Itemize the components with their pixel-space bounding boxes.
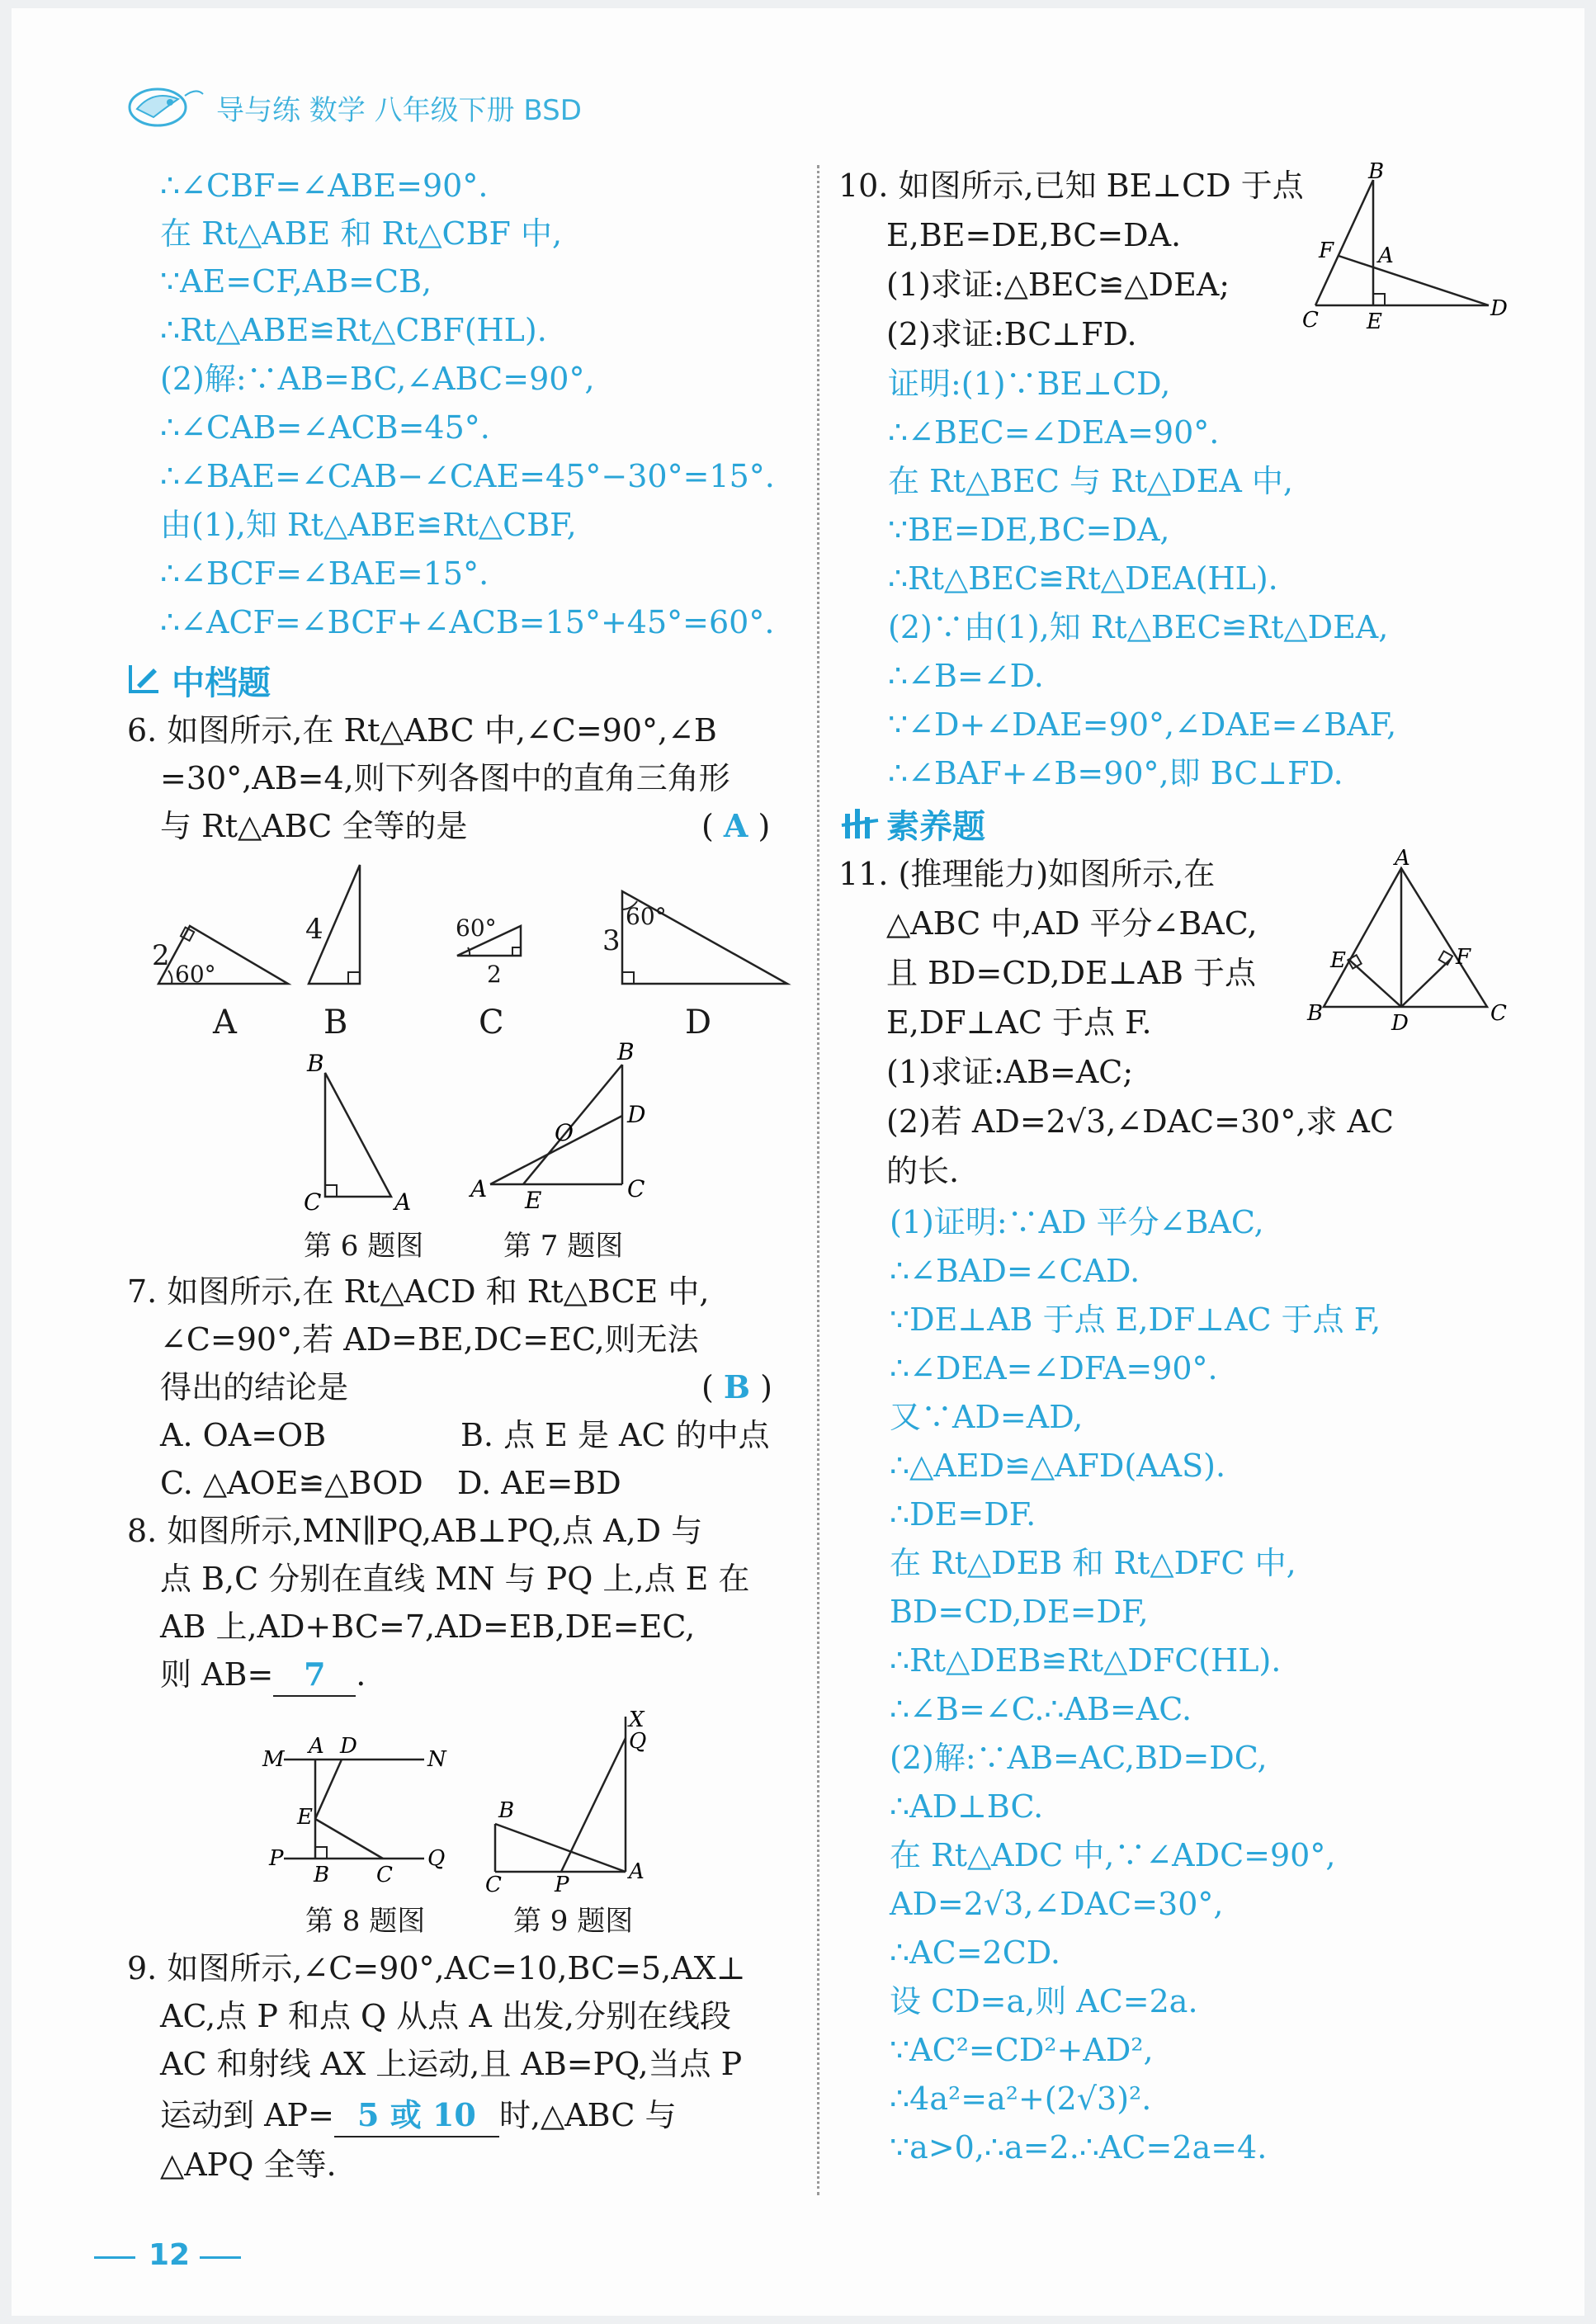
q7-answer-paren: ( B ) bbox=[701, 1368, 772, 1405]
q11-line: 且 BD=CD,DE⊥AB 于点 bbox=[886, 955, 1256, 991]
q10-line: (2)求证:BC⊥FD. bbox=[886, 316, 1137, 352]
solution-line: 在 Rt△ABE 和 Rt△CBF 中, bbox=[160, 215, 563, 252]
q11-line: 11. (推理能力)如图所示,在 bbox=[838, 856, 1216, 892]
figure-8-9 bbox=[251, 1708, 663, 1898]
q6d-angle-label: 60° bbox=[626, 903, 667, 930]
solution-line: (1)证明:∵AD 平分∠BAC, bbox=[890, 1204, 1264, 1240]
svg-text:A: A bbox=[309, 1734, 324, 1759]
q11-line: (1)求证:AB=AC; bbox=[886, 1054, 1134, 1090]
svg-text:F: F bbox=[1319, 239, 1334, 263]
svg-text:A: A bbox=[1378, 243, 1394, 268]
page bbox=[12, 8, 1584, 2316]
q11-line: E,DF⊥AC 于点 F. bbox=[886, 1004, 1152, 1041]
solution-line: ∴4a²=a²+(2√3)². bbox=[890, 2081, 1152, 2117]
svg-text:C: C bbox=[376, 1863, 393, 1887]
svg-text:B: B bbox=[617, 1038, 635, 1065]
svg-text:E: E bbox=[297, 1805, 313, 1830]
svg-text:Q: Q bbox=[427, 1846, 446, 1871]
svg-text:B: B bbox=[498, 1798, 515, 1823]
solution-line: (2)∵由(1),知 Rt△BEC≌Rt△DEA, bbox=[888, 609, 1389, 645]
solution-line: ∴∠ACF=∠BCF+∠ACB=15°+45°=60°. bbox=[160, 604, 775, 640]
q6d-side-label: 3 bbox=[602, 924, 621, 957]
q11-line: (2)若 AD=2√3,∠DAC=30°,求 AC bbox=[886, 1103, 1394, 1140]
figure-6-caption: 第 6 题图 bbox=[304, 1230, 424, 1263]
svg-text:P: P bbox=[269, 1846, 284, 1871]
solution-line: 在 Rt△BEC 与 Rt△DEA 中, bbox=[888, 463, 1293, 499]
column-divider bbox=[817, 165, 819, 2195]
solution-line: (2)解:∵AB=AC,BD=DC, bbox=[890, 1740, 1268, 1776]
svg-text:O: O bbox=[555, 1119, 574, 1146]
q9-line: △APQ 全等. bbox=[160, 2147, 337, 2183]
solution-line: ∴Rt△BEC≌Rt△DEA(HL). bbox=[888, 560, 1278, 597]
solution-line: ∴∠DEA=∠DFA=90°. bbox=[890, 1350, 1218, 1386]
solution-line: ∴Rt△DEB≌Rt△DFC(HL). bbox=[890, 1642, 1282, 1679]
svg-text:D: D bbox=[340, 1734, 357, 1759]
svg-text:E: E bbox=[1330, 948, 1346, 973]
svg-text:A: A bbox=[629, 1859, 645, 1884]
q9-prefix: 运动到 AP= bbox=[160, 2097, 334, 2133]
svg-text:F: F bbox=[1456, 945, 1471, 970]
solution-line: ∴∠BCF=∠BAE=15°. bbox=[160, 555, 489, 592]
book-logo-icon bbox=[120, 81, 211, 130]
svg-text:B: B bbox=[307, 1050, 324, 1077]
q6b-side-label: 4 bbox=[305, 913, 323, 946]
svg-text:X: X bbox=[629, 1708, 645, 1732]
solution-line: ∴∠BAF+∠B=90°,即 BC⊥FD. bbox=[888, 755, 1343, 791]
q6a-side-label: 2 bbox=[152, 939, 170, 972]
solution-line: ∵∠D+∠DAE=90°,∠DAE=∠BAF, bbox=[888, 706, 1397, 743]
q8-line: AB 上,AD+BC=7,AD=EB,DE=EC, bbox=[160, 1608, 696, 1645]
q8-line: 8. 如图所示,MN∥PQ,AB⊥PQ,点 A,D 与 bbox=[127, 1513, 703, 1549]
solution-line: 证明:(1)∵BE⊥CD, bbox=[888, 366, 1171, 402]
q10-line: 10. 如图所示,已知 BE⊥CD 于点 bbox=[838, 168, 1304, 204]
section-title-core: 素养题 bbox=[886, 808, 985, 846]
solution-line: ∴AD⊥BC. bbox=[890, 1788, 1044, 1825]
svg-text:E: E bbox=[525, 1187, 542, 1214]
solution-line: ∴∠B=∠D. bbox=[888, 658, 1044, 694]
figure-6-7 bbox=[292, 1038, 688, 1230]
solution-line: ∵AC²=CD²+AD², bbox=[890, 2032, 1154, 2068]
solution-line: AD=2√3,∠DAC=30°, bbox=[890, 1886, 1224, 1922]
svg-text:A: A bbox=[1395, 846, 1410, 871]
solution-line: ∴∠BEC=∠DEA=90°. bbox=[888, 414, 1220, 451]
q6-line: 6. 如图所示,在 Rt△ABC 中,∠C=90°,∠B bbox=[127, 712, 717, 749]
figure-9-caption: 第 9 题图 bbox=[513, 1905, 634, 1938]
q7-option-d: D. AE=BD bbox=[457, 1465, 621, 1501]
svg-text:A: A bbox=[470, 1175, 488, 1202]
q6-line: 与 Rt△ABC 全等的是 bbox=[160, 808, 468, 844]
q7-answer: B bbox=[723, 1368, 751, 1405]
svg-text:P: P bbox=[555, 1873, 569, 1897]
page-number-rule-left bbox=[94, 2256, 135, 2259]
q8-line-last: 则 AB= 7 . bbox=[160, 1654, 366, 1697]
q9-line: AC 和射线 AX 上运动,且 AB=PQ,当点 P bbox=[160, 2046, 743, 2082]
q7-option-c: C. △AOE≌△BOD bbox=[160, 1465, 423, 1501]
q9-answer: 5 或 10 bbox=[334, 2095, 499, 2137]
q7-line: ∠C=90°,若 AD=BE,DC=EC,则无法 bbox=[160, 1321, 699, 1358]
solution-line: 由(1),知 Rt△ABE≌Rt△CBF, bbox=[160, 507, 577, 543]
svg-text:M: M bbox=[262, 1747, 285, 1772]
q7-option-b: B. 点 E 是 AC 的中点 bbox=[460, 1417, 770, 1453]
svg-text:B: B bbox=[1368, 159, 1385, 184]
q9-line: AC,点 P 和点 Q 从点 A 出发,分别在线段 bbox=[160, 1998, 731, 2034]
solution-line: ∵AE=CF,AB=CB, bbox=[160, 263, 432, 300]
svg-text:B: B bbox=[1307, 1001, 1324, 1026]
figure-10 bbox=[1299, 159, 1508, 338]
svg-text:C: C bbox=[1490, 1001, 1507, 1026]
solution-line: ∴△AED≌△AFD(AAS). bbox=[890, 1448, 1226, 1484]
figure-8-caption: 第 8 题图 bbox=[305, 1905, 426, 1938]
svg-text:B: B bbox=[314, 1863, 330, 1887]
q6a-angle-label: 60° bbox=[175, 961, 216, 988]
q6-option-label: D bbox=[685, 1004, 712, 1042]
page-number-rule-right bbox=[200, 2256, 241, 2259]
solution-line: BD=CD,DE=DF, bbox=[890, 1594, 1149, 1630]
q8-answer: 7 bbox=[273, 1654, 356, 1697]
svg-text:C: C bbox=[627, 1175, 645, 1202]
solution-line: 在 Rt△ADC 中,∵∠ADC=90°, bbox=[890, 1837, 1336, 1873]
pencil-section-icon bbox=[125, 660, 165, 697]
solution-line: ∴∠CAB=∠ACB=45°. bbox=[160, 409, 490, 446]
solution-line: 在 Rt△DEB 和 Rt△DFC 中, bbox=[890, 1545, 1296, 1581]
solution-line: ∴AC=2CD. bbox=[890, 1934, 1060, 1971]
q6c-side-label: 2 bbox=[487, 961, 502, 988]
solution-line: ∴DE=DF. bbox=[890, 1496, 1036, 1533]
q6c-angle-label: 60° bbox=[456, 914, 497, 942]
q7-option-a: A. OA=OB bbox=[160, 1417, 327, 1453]
q6-option-label: A bbox=[213, 1004, 237, 1042]
svg-text:A: A bbox=[394, 1188, 412, 1216]
solution-line: ∴∠CBF=∠ABE=90°. bbox=[160, 168, 489, 204]
svg-text:Q: Q bbox=[629, 1729, 647, 1754]
q6-answer-paren: ( A ) bbox=[701, 807, 771, 844]
solution-line: ∵a>0,∴a=2.∴AC=2a=4. bbox=[890, 2129, 1268, 2166]
solution-line: ∴∠B=∠C.∴AB=AC. bbox=[890, 1691, 1192, 1727]
svg-text:D: D bbox=[1490, 296, 1508, 321]
q9-line-mid bbox=[160, 2095, 676, 2137]
svg-text:C: C bbox=[485, 1873, 502, 1897]
q11-line: △ABC 中,AD 平分∠BAC, bbox=[886, 905, 1258, 942]
q6-answer: A bbox=[723, 807, 748, 844]
q6-option-label: C bbox=[479, 1004, 504, 1042]
q7-line: 7. 如图所示,在 Rt△ACD 和 Rt△BCE 中, bbox=[127, 1273, 710, 1310]
figure-7-caption: 第 7 题图 bbox=[503, 1230, 624, 1263]
solution-line: (2)解:∵AB=BC,∠ABC=90°, bbox=[160, 361, 595, 397]
solution-line: ∴∠BAD=∠CAD. bbox=[890, 1253, 1140, 1289]
bars-section-icon bbox=[840, 805, 883, 842]
solution-line: ∵BE=DE,BC=DA, bbox=[888, 512, 1170, 548]
q8-prefix: 则 AB= bbox=[160, 1656, 274, 1693]
q6-line: =30°,AB=4,则下列各图中的直角三角形 bbox=[160, 760, 730, 796]
solution-line: ∴Rt△ABE≌Rt△CBF(HL). bbox=[160, 312, 547, 348]
section-title-mid: 中档题 bbox=[172, 664, 271, 702]
page-number: 12 bbox=[149, 2238, 191, 2272]
q9-suffix: 时,△ABC 与 bbox=[498, 2097, 677, 2133]
solution-line: 设 CD=a,则 AC=2a. bbox=[890, 1983, 1198, 2019]
svg-text:D: D bbox=[627, 1101, 646, 1128]
q11-line: 的长. bbox=[886, 1153, 960, 1189]
svg-text:C: C bbox=[1302, 308, 1319, 333]
svg-text:D: D bbox=[1391, 1011, 1409, 1036]
header-title: 导与练 数学 八年级下册 BSD bbox=[216, 94, 582, 127]
q10-line: E,BE=DE,BC=DA. bbox=[886, 217, 1182, 253]
solution-line: ∴∠BAE=∠CAB−∠CAE=45°−30°=15°. bbox=[160, 458, 775, 494]
svg-text:N: N bbox=[427, 1747, 446, 1772]
q7-line: 得出的结论是 bbox=[160, 1369, 349, 1405]
q9-line: 9. 如图所示,∠C=90°,AC=10,BC=5,AX⊥ bbox=[127, 1950, 746, 1986]
svg-text:C: C bbox=[304, 1188, 322, 1216]
svg-text:E: E bbox=[1367, 309, 1382, 334]
solution-line: ∵DE⊥AB 于点 E,DF⊥AC 于点 F, bbox=[890, 1301, 1381, 1338]
q8-line: 点 B,C 分别在直线 MN 与 PQ 上,点 E 在 bbox=[160, 1561, 750, 1597]
solution-line: 又∵AD=AD, bbox=[890, 1399, 1084, 1435]
figure-11 bbox=[1299, 846, 1513, 1040]
q6-option-label: B bbox=[323, 1004, 348, 1042]
q10-line: (1)求证:△BEC≌△DEA; bbox=[886, 267, 1230, 303]
